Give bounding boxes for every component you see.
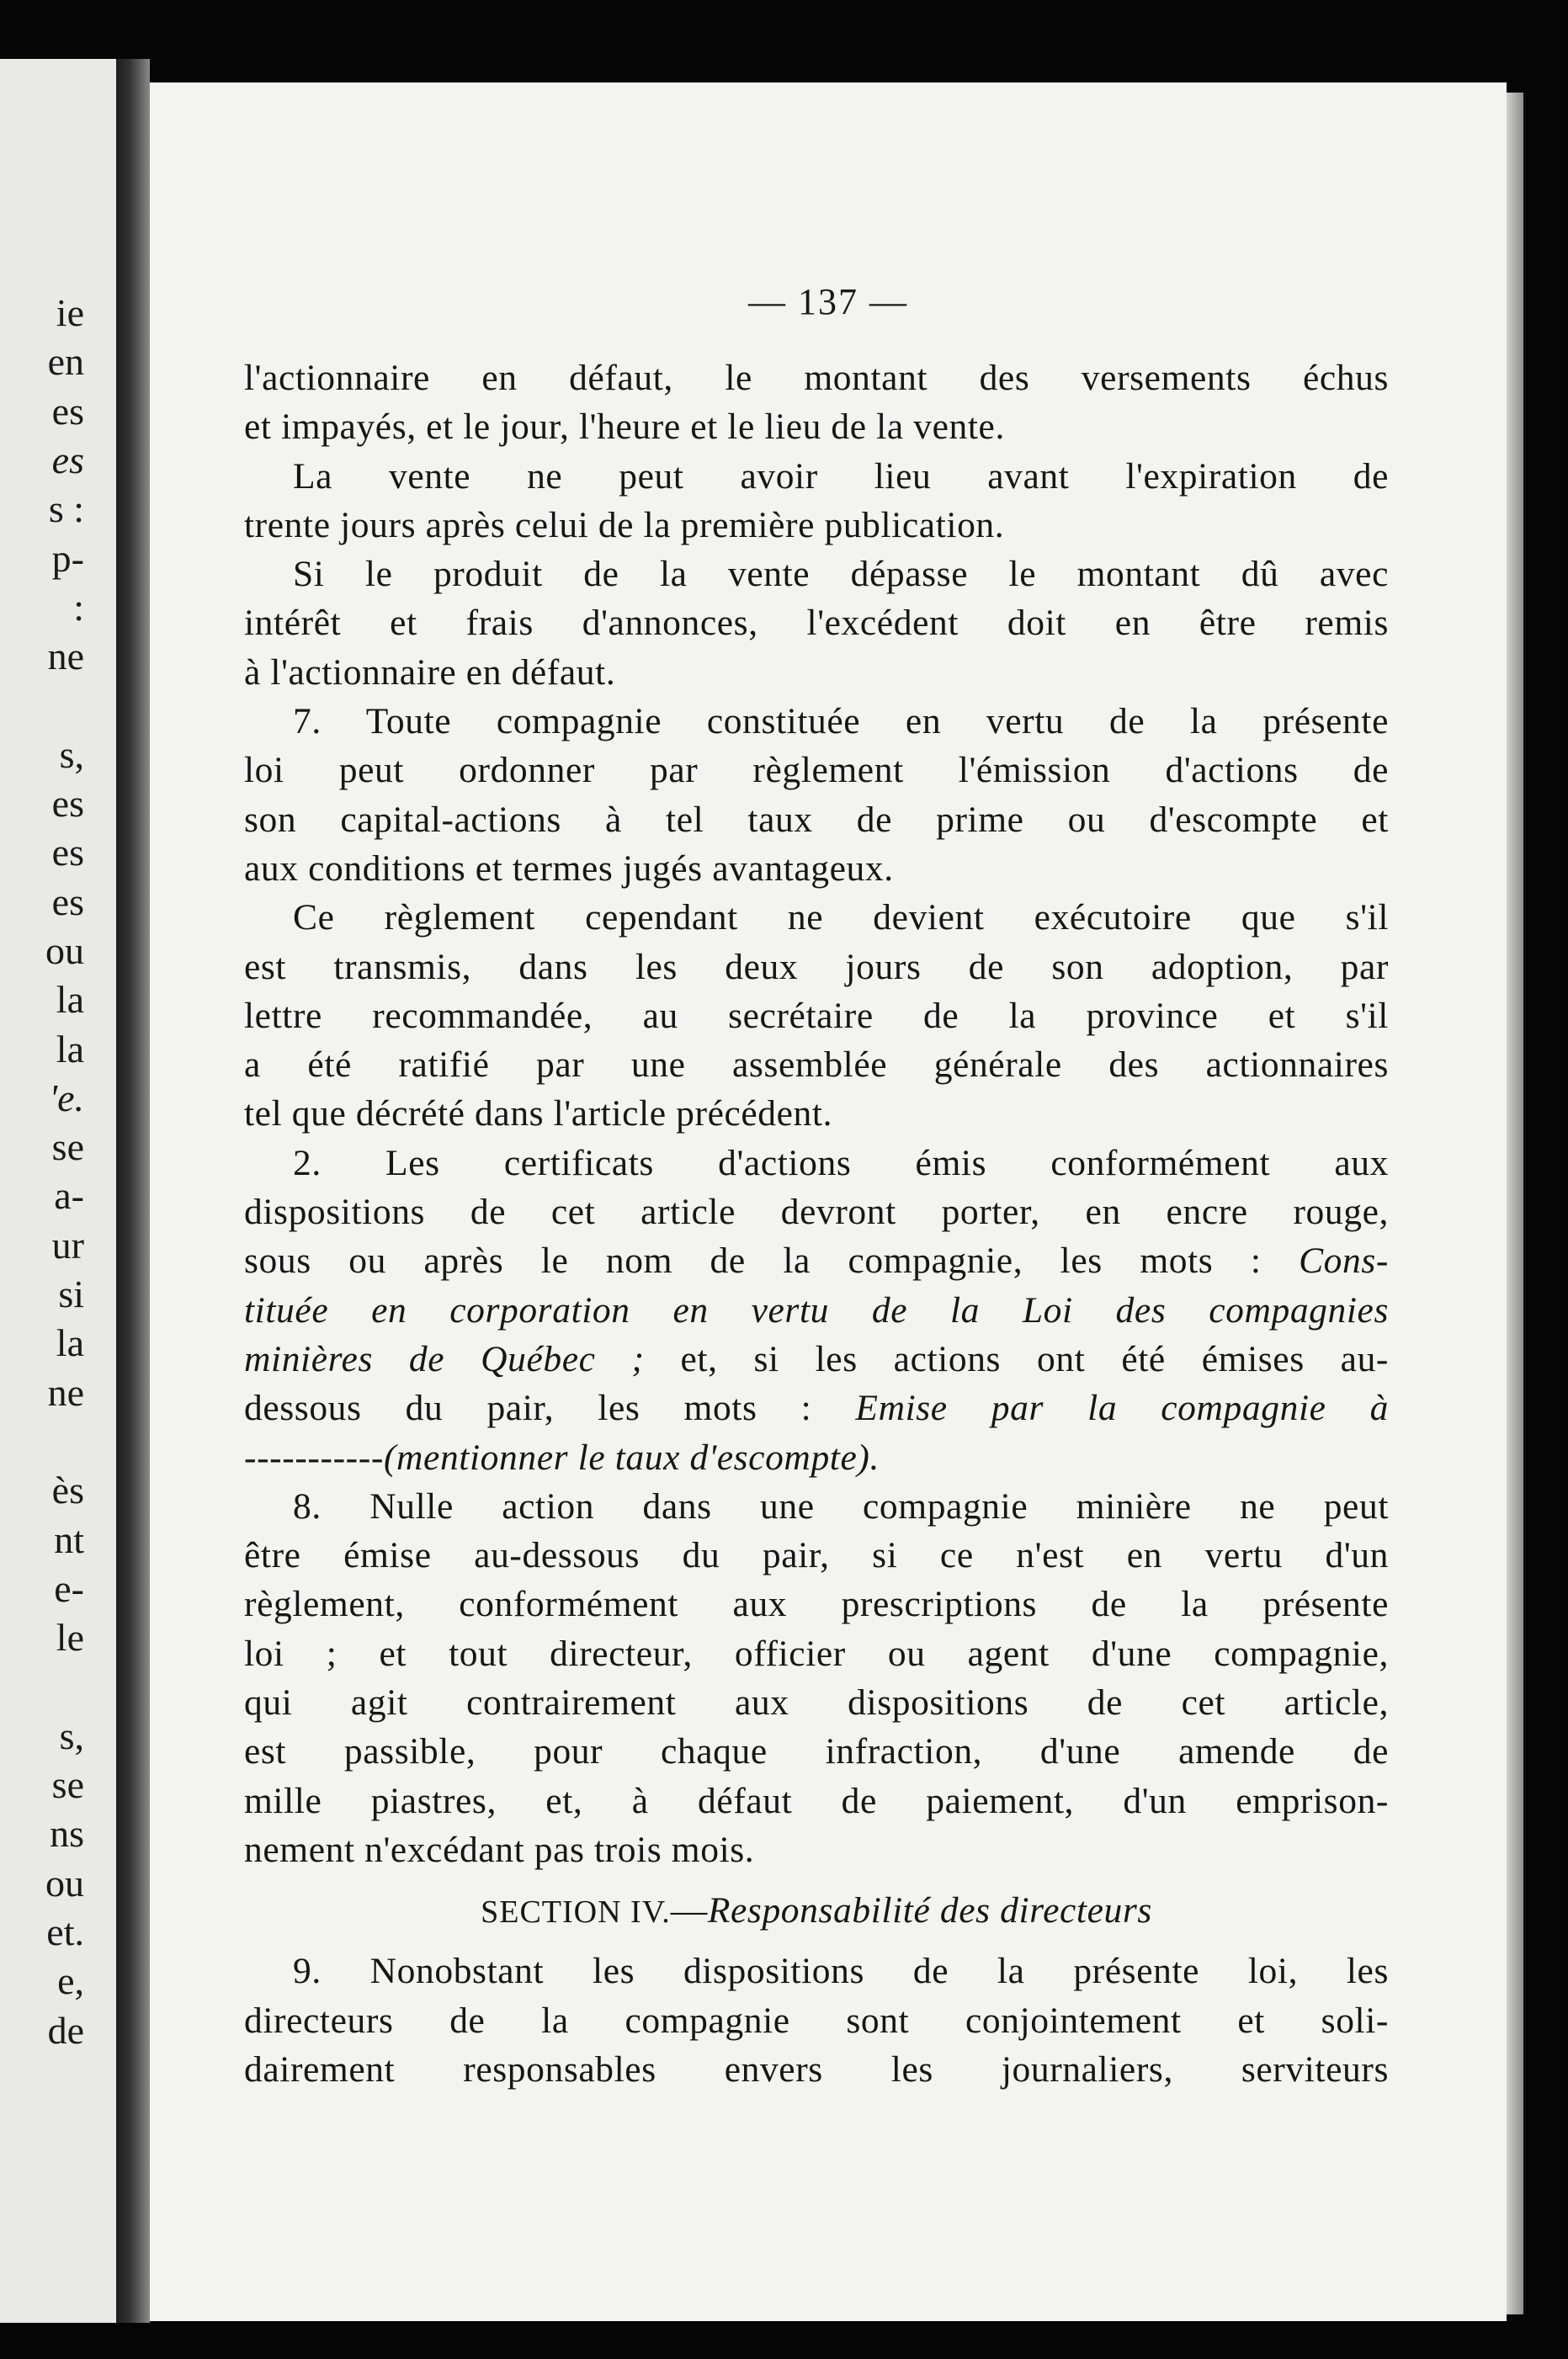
facing-page-text-fragment: ns — [50, 1812, 84, 1856]
text-line: règlement, conformément aux prescriptions de la présente — [244, 1584, 1389, 1625]
facing-page-text-fragment: et. — [46, 1910, 84, 1953]
text-line: La vente ne peut avoir lieu avant l'expiration de — [293, 455, 1389, 497]
facing-page-text-fragment: a- — [54, 1174, 84, 1218]
facing-page-text-fragment: e, — [57, 1959, 84, 2003]
italic-run: (mentionner le taux d'escompte). — [383, 1437, 880, 1478]
facing-page-text-fragment: ne — [47, 1370, 84, 1414]
text-line: mille piastres, et, à défaut de paiement, d'un emprison- — [244, 1780, 1389, 1821]
facing-page-text-fragment: de — [47, 2008, 84, 2052]
text-line: loi peut ordonner par règlement l'émission d'actions de — [244, 750, 1389, 791]
body-text — [244, 353, 1389, 2094]
facing-page-text-fragment: le — [56, 1616, 84, 1660]
text-line: loi ; et tout directeur, officier ou agent d'une compagnie, — [244, 1633, 1389, 1674]
text-line: est transmis, dans les deux jours de son adoption, par — [244, 946, 1389, 987]
italic-run: minières de Québec ; — [244, 1338, 645, 1379]
text-run: sous ou après le nom de la compagnie, les mots : — [244, 1241, 1300, 1282]
facing-page-text-fragment: si — [58, 1272, 84, 1315]
facing-page-text-fragment: s, — [59, 1713, 84, 1757]
italic-run: Emise par la compagnie à — [855, 1388, 1389, 1429]
facing-page-text-fragment: se — [51, 1763, 84, 1806]
text-line: intérêt et frais d'annonces, l'excédent doit en être remis — [244, 603, 1389, 644]
facing-page-text-fragment: la — [56, 978, 84, 1022]
section-heading — [244, 1886, 1389, 1947]
text-run: et, si les actions ont été émises au- — [644, 1338, 1390, 1379]
text-line: 9. Nonobstant les dispositions de la présente loi, les — [293, 1951, 1389, 1992]
text-line: a été ratifié par une assemblée générale des actionnaires — [244, 1044, 1389, 1086]
text-line: tel que décrété dans l'article précédent. — [244, 1093, 833, 1134]
text-line: son capital-actions à tel taux de prime ou d'escompte et — [244, 799, 1389, 840]
binding-gutter — [116, 59, 150, 2323]
facing-page-text-fragment: ou — [45, 928, 84, 972]
facing-page-text-fragment: es — [51, 782, 84, 825]
text-line: et impayés, et le jour, l'heure et le lieu de la vente. — [244, 406, 1005, 448]
text-line: 7. Toute compagnie constituée en vertu de la présente — [293, 701, 1389, 742]
text-line — [244, 1384, 1389, 1432]
page-137 — [150, 82, 1507, 2321]
text-line: dairement responsables envers les journaliers, serviteurs — [244, 2048, 1389, 2090]
facing-page-text-fragment: la — [56, 1027, 84, 1071]
text-line: lettre recommandée, au secrétaire de la province et s'il — [244, 995, 1389, 1036]
facing-page-text-fragment: ur — [51, 1223, 84, 1267]
facing-page-text-fragment: es — [51, 389, 84, 433]
text-line: 2. Les certificats d'actions émis conformément aux — [293, 1142, 1389, 1183]
facing-page-text-fragment: 'e. — [49, 1076, 84, 1119]
text-run: dessous du pair, les mots : — [244, 1388, 856, 1429]
text-line — [244, 1433, 1389, 1482]
text-line: dispositions de cet article devront porter, en encre rouge, — [244, 1192, 1389, 1233]
facing-page-text-fragment: ou — [45, 1861, 84, 1905]
page-edge-shadow — [1507, 93, 1523, 2314]
facing-page-text-fragment: e- — [54, 1566, 84, 1610]
facing-page-text-fragment: p- — [51, 536, 84, 580]
italic-run: Cons- — [1299, 1241, 1389, 1282]
page-number: — 137 — — [748, 281, 908, 322]
text-line: l'actionnaire en défaut, le montant des versements échus — [244, 358, 1389, 398]
text-line: tituée en corporation en vertu de la Loi des compagnies — [244, 1289, 1389, 1331]
text-line — [244, 1335, 1389, 1384]
text-line: directeurs de la compagnie sont conjointement et soli- — [244, 2000, 1389, 2041]
facing-page-text-fragment: es — [51, 831, 84, 874]
facing-page-text-fragment: : — [73, 585, 84, 629]
facing-page-text-fragment: s, — [59, 732, 84, 776]
facing-page-text-fragment: nt — [54, 1517, 84, 1561]
text-line: qui agit contrairement aux dispositions de cet article, — [244, 1682, 1389, 1724]
text-line: nement n'excédant pas trois mois. — [244, 1829, 755, 1870]
facing-page-text-fragment: es — [51, 879, 84, 923]
text-line — [244, 1236, 1389, 1285]
facing-page-text-fragment: es — [51, 438, 84, 481]
section-title: Responsabilité des directeurs — [707, 1890, 1152, 1931]
section-label: SECTION IV. — [481, 1894, 671, 1931]
text-line: à l'actionnaire en défaut. — [244, 651, 616, 693]
dash-run: ----------- — [244, 1437, 384, 1478]
text-line: trente jours après celui de la première publication. — [244, 504, 1005, 545]
text-line: Si le produit de la vente dépasse le montant dû avec — [293, 554, 1389, 595]
text-line: aux conditions et termes jugés avantageux. — [244, 847, 894, 889]
text-line: est passible, pour chaque infraction, d'une amende de — [244, 1731, 1389, 1772]
facing-page-text-fragment: ne — [47, 635, 84, 678]
facing-page-text-fragment: la — [56, 1321, 84, 1365]
section-dash: — — [670, 1890, 708, 1931]
facing-page-fragment — [0, 59, 116, 2323]
text-line: Ce règlement cependant ne devient exécutoire que s'il — [293, 897, 1389, 938]
facing-page-text-fragment: s : — [48, 487, 84, 531]
facing-page-text-fragment: en — [47, 340, 84, 384]
facing-page-text-fragment: ie — [56, 291, 84, 334]
text-line: 8. Nulle action dans une compagnie minière ne peut — [293, 1485, 1389, 1527]
facing-page-text-fragment: ès — [51, 1469, 84, 1512]
text-line: être émise au-dessous du pair, si ce n'est en vertu d'un — [244, 1535, 1389, 1576]
facing-page-text-fragment: se — [51, 1125, 84, 1169]
